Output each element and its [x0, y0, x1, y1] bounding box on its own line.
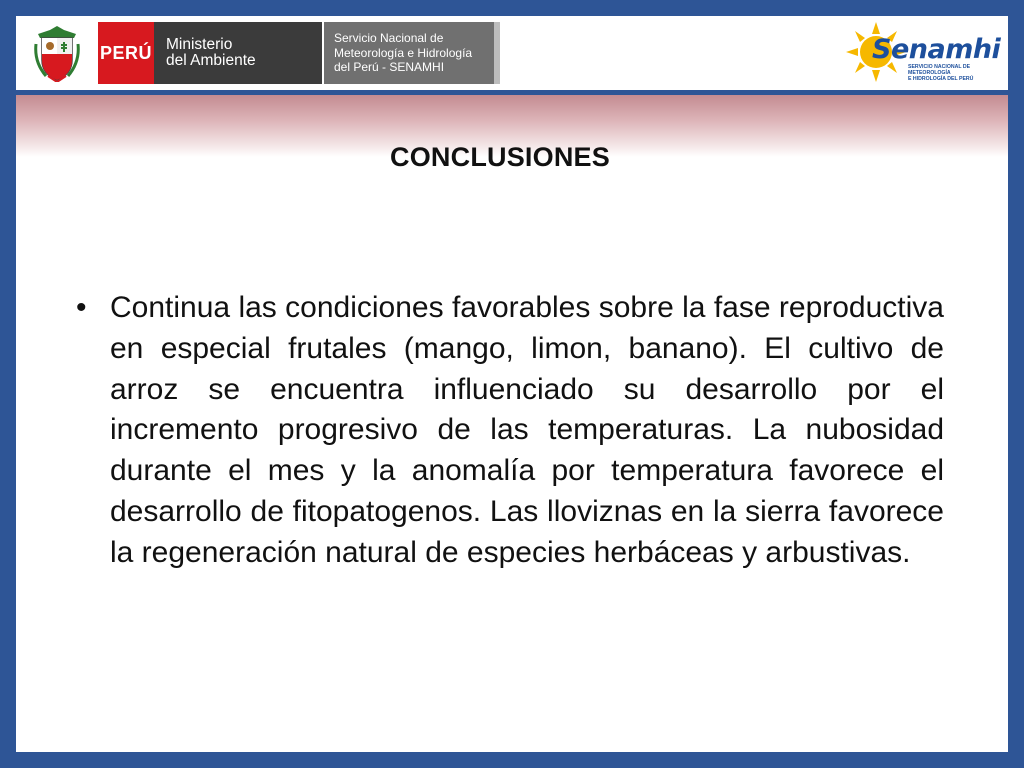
senamhi-wordmark: Senamhi: [872, 34, 1001, 65]
senamhi-subtitle: SERVICIO NACIONAL DE METEOROLOGÍA E HIDROLOGÍA DEL PERÚ: [908, 64, 974, 82]
bullet-marker: •: [76, 291, 87, 324]
government-logo: [30, 22, 500, 84]
senamhi-service-label: Servicio Nacional de Meteorología e Hidrología del Perú - SENAMHI: [324, 22, 494, 84]
peru-coat-of-arms-icon: [34, 24, 80, 82]
logo-divider: [494, 22, 500, 84]
slide: [16, 16, 1008, 752]
header-bar: [16, 16, 1008, 90]
peru-label: PERÚ: [98, 22, 154, 84]
bullet-paragraph: Continua las condiciones favorables sobre la fase reproductiva en especial frutales (mango, limon, banano). El cultivo de arroz se encuentra influenciado su desarrollo por el incremento progresivo de las temperaturas. La nubosidad durante el mes y la anomalía por temperatura favorece el desarrollo de fitopatogenos. Las lloviznas en la sierra favorece la regeneración natural de especies herbáceas y arbustivas.: [110, 291, 944, 569]
slide-title: CONCLUSIONES: [390, 142, 610, 172]
senamhi-logo: [846, 20, 1001, 84]
ministerio-label: Ministerio del Ambiente: [154, 22, 322, 84]
